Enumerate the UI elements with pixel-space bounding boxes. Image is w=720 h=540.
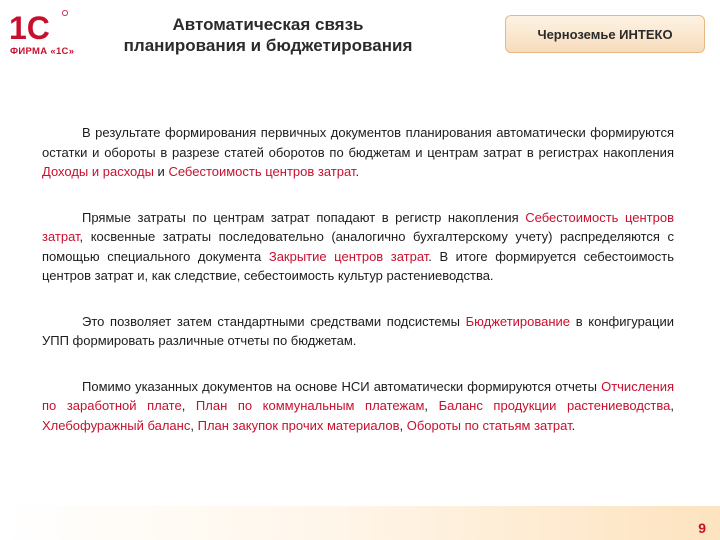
p4-sep-5: ,: [399, 417, 407, 433]
p3-text-2: в конфигурации УПП формировать различные отчеты по бюджетам.: [42, 313, 675, 348]
register-link-cost-centers-2: Себестоимость центров затрат: [42, 209, 674, 244]
p4-sep-1: ,: [181, 398, 196, 413]
p4-text-1: Помимо указанных документов на основе НСИ автоматически формируются отчеты: [82, 378, 602, 394]
report-link-utility-payments: План по коммунальным платежам: [195, 398, 425, 413]
report-link-purchase-plan: План закупок прочих материалов: [197, 417, 400, 433]
p4-sep-2: ,: [424, 398, 439, 413]
p2-text-2: , косвенные затраты последовательно (аналогично бухгалтерскому учету) распределяются с помощью специального документа: [42, 229, 674, 264]
1c-logo-glyphs: 1С: [9, 10, 50, 42]
p1-text-1: В результате формирования первичных документов планирования автоматически формируются остатки и обороты в разрезе статей оборотов по бюджетам и центрам затрат в регистрах накопления: [42, 125, 674, 160]
p2-text-3: . В итоге формируется себестоимость центров затрат и, как следствие, себестоимость культур растениеводства.: [42, 248, 674, 283]
p1-text-3: .: [355, 164, 360, 179]
p1-text-2: и: [153, 164, 169, 179]
paragraph-results: [42, 123, 674, 182]
slide-body: [42, 123, 674, 461]
report-link-grain-fodder-balance: Хлебофуражный баланс: [42, 417, 191, 433]
registered-mark-icon: [62, 10, 67, 15]
report-link-crop-balance: Баланс продукции растениеводства: [438, 398, 671, 413]
paragraph-budgeting: [42, 312, 674, 351]
register-link-income-expenses: Доходы и расходы: [42, 164, 154, 179]
p3-text-1: Это позволяет затем стандартными средствами подсистемы: [82, 313, 466, 329]
subsystem-link-budgeting: Бюджетирование: [465, 313, 571, 329]
company-name: Черноземье ИНТЕКО: [537, 26, 673, 42]
report-link-cost-turnover: Обороты по статьям затрат: [406, 417, 572, 433]
paragraph-direct-costs: [42, 208, 674, 286]
slide-title: [88, 14, 448, 56]
footer-bar: [0, 506, 720, 540]
page-number: 9: [698, 520, 706, 536]
p2-text-1: Прямые затраты по центрам затрат попадают в регистр накопления: [82, 209, 526, 225]
logo-caption: ФИРМА «1С»: [10, 46, 75, 57]
report-link-payroll-deductions: Отчисления по заработной плате: [42, 378, 674, 413]
p4-sep-4: ,: [190, 417, 198, 433]
document-link-close-cost-centers: Закрытие центров затрат: [268, 248, 429, 264]
slide-title-line-2: планирования и бюджетирования: [123, 36, 413, 55]
slide-title-line-1: Автоматическая связь: [172, 15, 364, 34]
1c-logo: [8, 6, 78, 58]
register-link-cost-centers: Себестоимость центров затрат: [168, 164, 356, 179]
p4-text-2: .: [571, 417, 576, 433]
1c-logo-mark: [8, 8, 68, 42]
paragraph-reports: [42, 377, 674, 436]
p4-sep-3: ,: [670, 398, 674, 413]
company-badge: [505, 15, 705, 53]
